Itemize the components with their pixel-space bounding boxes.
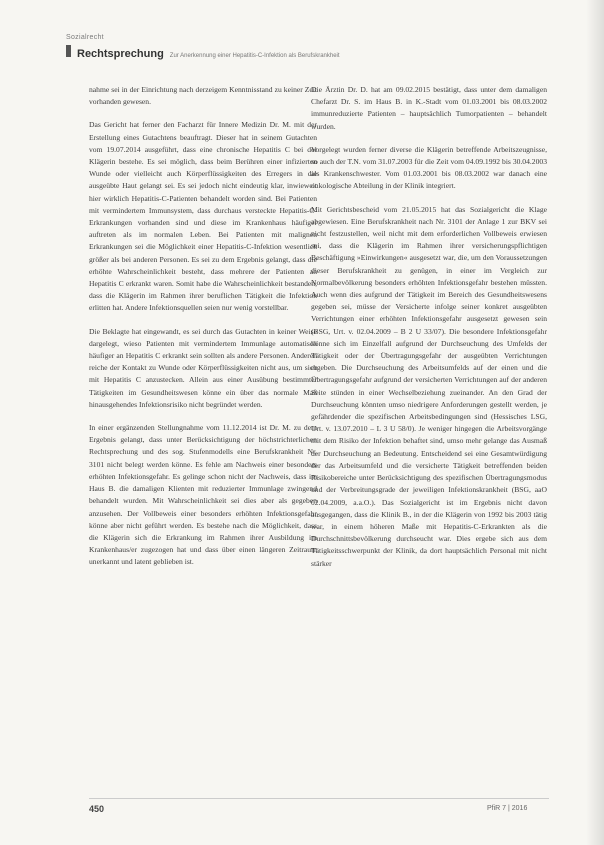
page-subtitle: Zur Anerkennung einer Hepatitis-C-Infektion als Berufskrankheit	[169, 53, 340, 59]
left-paragraph-2: Das Gericht hat ferner den Facharzt für Innere Medizin Dr. M. mit der Erstellung eines Gutachtens beauftragt. Dieser hat in seinem Gutachten vom 19.07.2014 ausgeführt, dass eine chronische Hepatitis C bei der Klägerin bestehe. Es sei möglich, dass beim Berühren einer infizierten Wunde oder vielleicht auch Körperflüssigkeiten des Erregers in die ausgeübte Haut gelangt sei. Es sei jedoch nicht eindeutig klar, inwieweit hier wirklich Hepatitis-C-Patienten behandelt worden sind. Bei Patienten mit vermindertem Immunsystem, dass durchaus versteckte Hepatitis-C-Erkrankungen vorhanden sind und diese im Krankenhaus häufiger auftreten als im normalen Leben. Bei Patienten mit malignen Erkrankungen sei die Möglichkeit einer Hepatitis-C-Infektion wesentlich größer als bei anderen Personen. Es sei zu dem Ergebnis gelangt, dass die erhöhte Wahrscheinlichkeit besteht, dass mehrere der Patienten an Hepatitis C erkrankt waren. Somit habe die Wahrscheinlichkeit bestanden, dass die Klägerin im Rahmen ihrer beruflichen Tätigkeit die Infektion erlitten hat. Andere Infektionsquellen seien nur wenig vorstellbar.	[89, 120, 317, 313]
footer-divider	[89, 798, 549, 799]
right-paragraph-3: Mit Gerichtsbescheid vom 21.05.2015 hat das Sozialgericht die Klage abgewiesen. Eine Berufskrankheit nach Nr. 3101 der Anlage 1 zur BKV sei nicht festzustellen, weil nicht mit dem erforderlichen Vollbeweis erwiesen sei, dass die Klägerin im Rahmen ihrer versicherungspflichtigen Beschäftigung »Einwirkungen« ausgesetzt war, die, um den Voraussetzungen dieser Berufskrankheit zu genügen, in einer im Vergleich zur Normalbevölkerung besonders erhöhten Infektionsgefahr bestehen müssten. Auch wenn dies aufgrund der Tätigkeit im Bereich des Gesundheitswesens gegeben sei, müsse der Versicherte infolge seiner konkret ausgeübten Verrichtungen einer erhöhten Infektionsgefahr ausgesetzt gewesen sein (BSG, Urt. v. 02.04.2009 – B 2 U 33/07). Die besondere Infektionsgefahr könne sich im Einzelfall aufgrund der Durchseuchung des Umfelds der Tätigkeit oder der Übertragungsgefahr der ausgeübten Verrichtungen ergeben. Die Durchseuchung des Arbeitsumfelds auf der einen und die Übertragungsgefahr aufgrund der versicherten Verrichtungen auf der anderen Seite stünden in einer Wechselbeziehung zueinander. An den Grad der Durchseuchung könnten umso niedrigere Anforderungen gestellt werden, je gefährdender die spezifischen Arbeitsbedingungen sind (Hessisches LSG, Urt. v. 13.07.2010 – L 3 U 58/0). Je weniger hingegen die Arbeitsvorgänge mit dem Risiko der Infektion behaftet sind, umso mehr gelange das Ausmaß der Durchseuchung an Bedeutung. Entscheidend sei eine Gesamtwürdigung der das Arbeitsumfeld und die versicherte Tätigkeit betreffenden beiden Risikobereiche unter Berücksichtigung des spezifischen Übertragungsmodus und der Verbreitungsgrade der jeweiligen Infektionskrankheit (BSG, aaO 02.04.2009, a.a.O.). Das Sozialgericht ist im Ergebnis nicht davon ausgegangen, dass die Klinik B., in der die Klägerin von 1992 bis 2003 tätig war, in einem höheren Maße mit Hepatitis-C-Erkrankten als die Durchschnittsbevölkerung durchseucht war. Dies ergebe sich aus dem Tätigkeitsschwerpunkt der Klinik, da dort hauptsächlich Personal mit nicht stärker	[311, 204, 547, 568]
left-paragraph-3: Die Beklagte hat eingewandt, es sei durch das Gutachten in keiner Weise dargelegt, wieso Patienten mit vermindertem Immunlage automatisch häufiger an Hepatitis C erkrankt sein sollten als andere Personen. Anderen reiche der Kontakt zu Wunde oder Körperflüssigkeiten nicht aus, um sich mit Hepatitis C anzustecken. Allein aus einer Ausübung bestimmter Tätigkeiten im Gesundheitswesen könne ein über das normale Maß hinausgehendes Infektionsrisiko nicht begründet werden.	[89, 326, 317, 409]
left-paragraph-1: nahme sei in der Einrichtung nach derzeigem Kenntnisstand zu keiner Zeit vorhanden gewesen.	[89, 85, 317, 107]
left-column	[89, 84, 317, 580]
header-bar	[66, 45, 71, 57]
page-title: Rechtsprechung	[77, 48, 164, 60]
page-number: 450	[89, 804, 105, 814]
right-paragraph-1: Die Ärztin Dr. D. hat am 09.02.2015 bestätigt, dass unter dem damaligen Chefarzt Dr. S. im Haus B. in K.-Stadt vom 01.03.2001 bis 08.03.2002 immunreduzierte Patienten – hauptsächlich Tumorpatienten – behandelt wurden.	[311, 85, 547, 131]
right-paragraph-2: Vorgelegt wurden ferner diverse die Klägerin betreffende Arbeitszeugnisse, so auch der T.N. vom 31.07.2003 für die Zeit vom 04.09.1992 bis 30.04.2003 als Krankenschwester. Vom 01.03.2001 bis 08.03.2002 war danach eine onkologische Abteilung in der Klinik integriert.	[311, 144, 547, 191]
page-header	[66, 45, 340, 60]
right-column	[311, 84, 547, 581]
left-paragraph-4: In einer ergänzenden Stellungnahme vom 11.12.2014 ist Dr. M. zu dem Ergebnis gelangt, dass unter Berücksichtigung der höchstrichterlichen Rechtsprechung und des sog. Stufenmodells eine Berufskrankheit Nr. 3101 nicht belegt werden könne. Es fehle am Nachweis einer besonders erhöhten Infektionsgefahr. Es gelinge schon nicht der Nachweis, dass im Haus B. die damaligen Klienten mit reduzierter Immunlage zwingend behandelt wurden. Mit Wahrscheinlichkeit sei dies aber als gegeben anzusehen. Der Vollbeweis einer besonders erhöhten Infektionsgefahr könne aber nicht geführt werden. Es bestehe nach die Möglichkeit, dass die Klägerin sich die Erkrankung im Rahmen ihrer Ausbildung im Krankenhaus/er zugezogen hat und dass über einen längeren Zeitraum unerkannt und latent geblieben ist.	[89, 423, 317, 567]
journal-reference: PfiR 7 | 2016	[487, 805, 528, 812]
scan-shadow	[586, 0, 604, 845]
section-label: Sozialrecht	[66, 34, 104, 41]
